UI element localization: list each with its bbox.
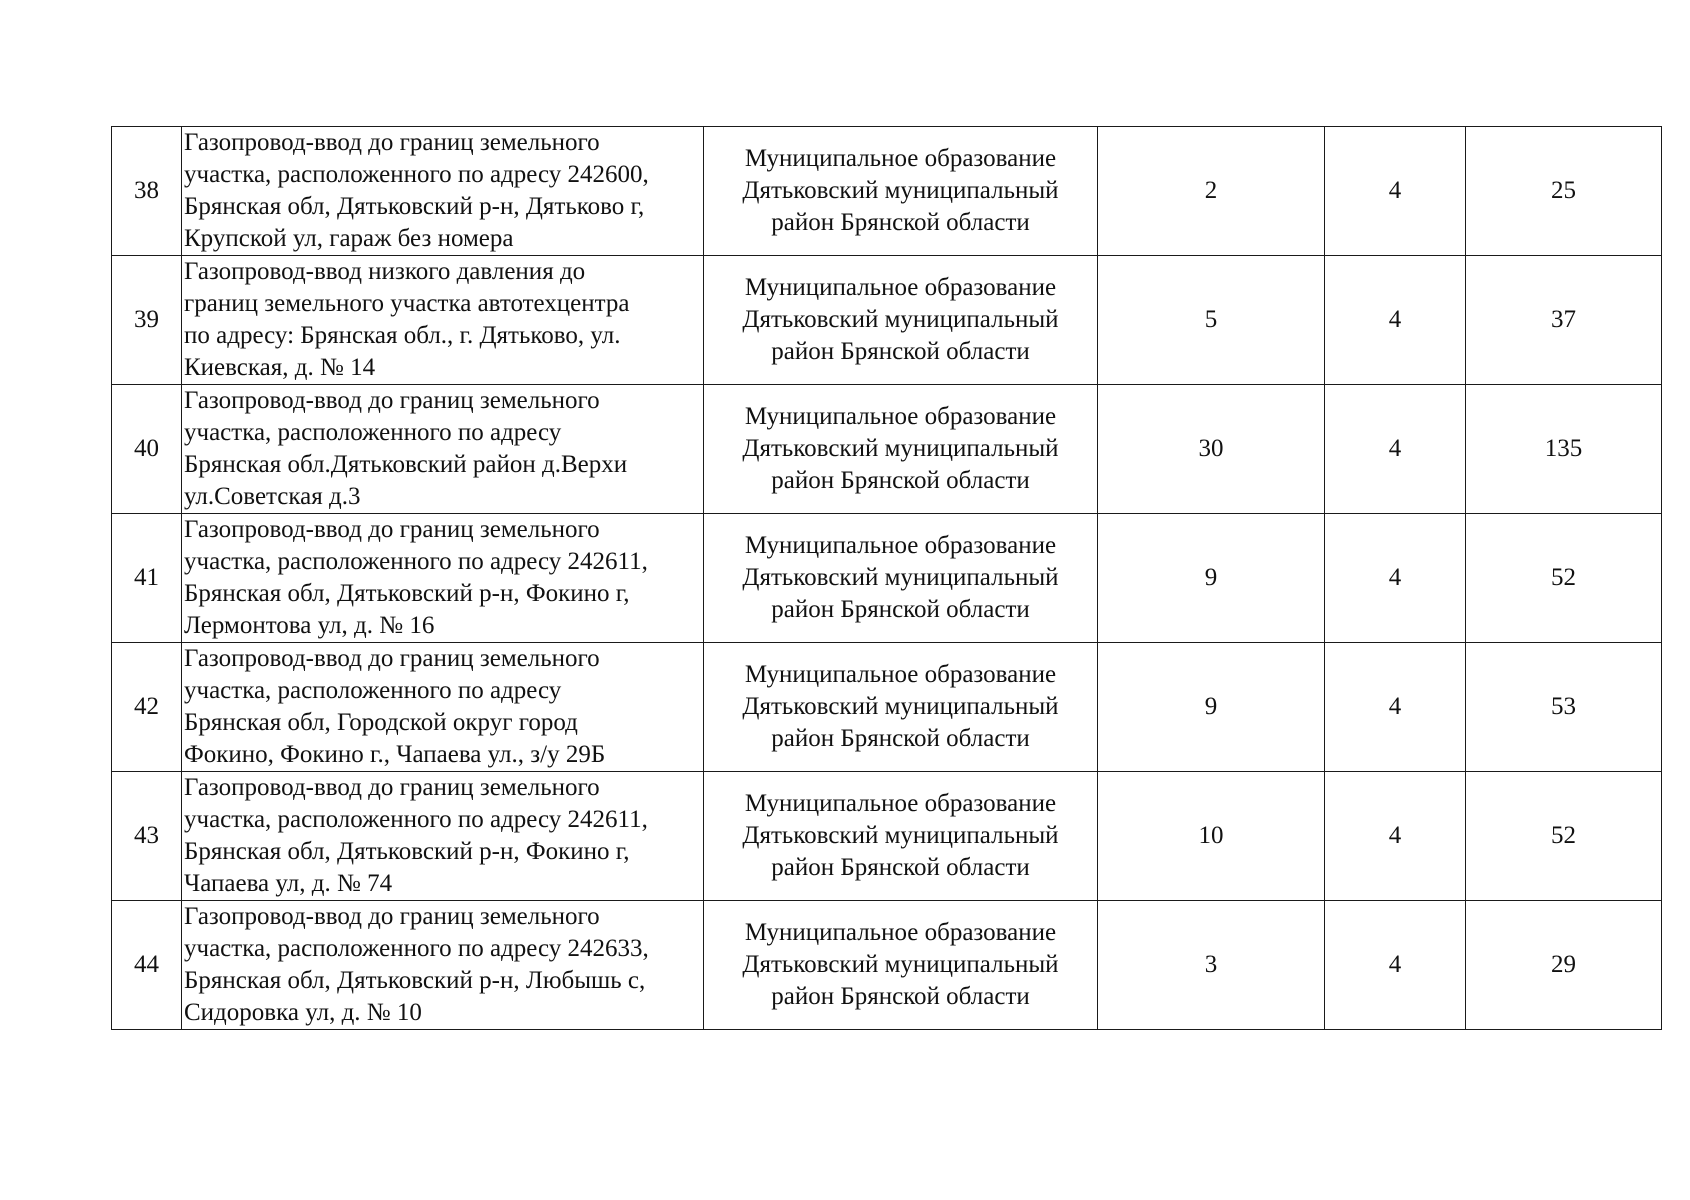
owner: Муниципальное образование Дятьковский муниципальный район Брянской области	[704, 643, 1098, 772]
value-3: 29	[1466, 901, 1662, 1030]
value-2: 4	[1325, 385, 1466, 514]
row-number: 39	[112, 256, 182, 385]
value-1: 2	[1098, 127, 1325, 256]
object-name: Газопровод-ввод до границ земельного участка, расположенного по адресу 242600, Брянская обл, Дятьковский р-н, Дятьково г, Крупской ул, гараж без номера	[182, 127, 704, 256]
value-2: 4	[1325, 901, 1466, 1030]
owner: Муниципальное образование Дятьковский муниципальный район Брянской области	[704, 901, 1098, 1030]
row-number: 41	[112, 514, 182, 643]
object-name: Газопровод-ввод до границ земельного участка, расположенного по адресу 242611, Брянская обл, Дятьковский р-н, Фокино г, Чапаева ул, д. № 74	[182, 772, 704, 901]
row-number: 40	[112, 385, 182, 514]
table-row	[112, 901, 1662, 1030]
object-name: Газопровод-ввод до границ земельного участка, расположенного по адресу 242611, Брянская обл, Дятьковский р-н, Фокино г, Лермонтова ул, д. № 16	[182, 514, 704, 643]
owner: Муниципальное образование Дятьковский муниципальный район Брянской области	[704, 127, 1098, 256]
owner: Муниципальное образование Дятьковский муниципальный район Брянской области	[704, 772, 1098, 901]
row-number: 43	[112, 772, 182, 901]
row-number: 42	[112, 643, 182, 772]
table-row	[112, 772, 1662, 901]
value-1: 9	[1098, 514, 1325, 643]
object-name: Газопровод-ввод до границ земельного участка, расположенного по адресу Брянская обл.Дятьковский район д.Верхи ул.Советская д.3	[182, 385, 704, 514]
gas-pipeline-table	[111, 126, 1662, 1030]
value-2: 4	[1325, 772, 1466, 901]
value-3: 53	[1466, 643, 1662, 772]
owner: Муниципальное образование Дятьковский муниципальный район Брянской области	[704, 514, 1098, 643]
value-3: 37	[1466, 256, 1662, 385]
row-number: 38	[112, 127, 182, 256]
row-number: 44	[112, 901, 182, 1030]
owner: Муниципальное образование Дятьковский муниципальный район Брянской области	[704, 385, 1098, 514]
object-name: Газопровод-ввод до границ земельного участка, расположенного по адресу Брянская обл, Городской округ город Фокино, Фокино г., Чапаева ул., з/у 29Б	[182, 643, 704, 772]
object-name: Газопровод-ввод низкого давления до границ земельного участка автотехцентра по адресу: Брянская обл., г. Дятьково, ул. Киевская, д. № 14	[182, 256, 704, 385]
table-row	[112, 643, 1662, 772]
value-2: 4	[1325, 127, 1466, 256]
value-1: 5	[1098, 256, 1325, 385]
value-2: 4	[1325, 643, 1466, 772]
table-row	[112, 514, 1662, 643]
table-row	[112, 385, 1662, 514]
value-3: 52	[1466, 772, 1662, 901]
owner: Муниципальное образование Дятьковский муниципальный район Брянской области	[704, 256, 1098, 385]
table-row	[112, 127, 1662, 256]
value-1: 3	[1098, 901, 1325, 1030]
value-1: 30	[1098, 385, 1325, 514]
value-1: 9	[1098, 643, 1325, 772]
object-name: Газопровод-ввод до границ земельного участка, расположенного по адресу 242633, Брянская обл, Дятьковский р-н, Любышь с, Сидоровка ул, д. № 10	[182, 901, 704, 1030]
value-3: 135	[1466, 385, 1662, 514]
value-3: 25	[1466, 127, 1662, 256]
value-2: 4	[1325, 256, 1466, 385]
value-1: 10	[1098, 772, 1325, 901]
value-2: 4	[1325, 514, 1466, 643]
value-3: 52	[1466, 514, 1662, 643]
table-row	[112, 256, 1662, 385]
